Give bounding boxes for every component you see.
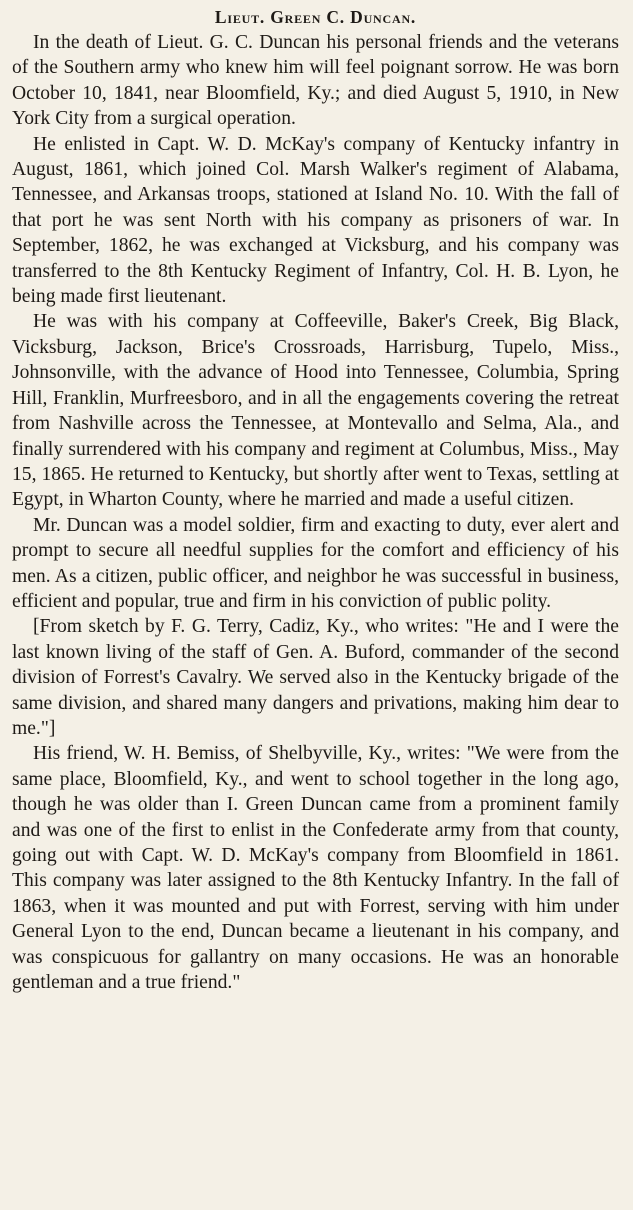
paragraph-obituary-intro: In the death of Lieut. G. C. Duncan his personal friends and the veterans of the Southern army who knew him will feel poignant sorrow. He was born October 10, 1841, near Bloomfield, Ky.; and died August 5, 1910, in New York City from a surgical operation. — [12, 32, 619, 130]
paragraph-engagements: He was with his company at Coffeeville, Baker's Creek, Big Black, Vicksburg, Jackson, Brice's Crossroads, Harrisburg, Tupelo, Miss., Johnsonville, with the advance of Hood into Tennessee, Columbia, Spring Hill, Franklin, Murfreesboro, and in all the engagements covering the retreat from Nashville across the Tennessee, at Montevallo and Selma, Ala., and finally surrendered with his company and regiment at Columbus, Miss., May 15, 1865. He returned to Kentucky, but shortly after went to Texas, settling at Egypt, in Wharton County, where he married and made a useful citizen. — [12, 311, 619, 511]
paragraph-bemiss-tribute: His friend, W. H. Bemiss, of Shelbyville, Ky., writes: "We were from the same place, Bloomfield, Ky., and went to school together in the long ago, though he was older than I. Green Duncan came from a prominent family and was one of the first to enlist in the Confederate army from that county, going out with Capt. W. D. McKay's company from Bloomfield in 1861. This company was later assigned to the 8th Kentucky Infantry. In the fall of 1863, when it was mounted and put with Forrest, serving with him under General Lyon to the end, Duncan became a lieutenant in his company, and was conspicuous for gallantry on many occasions. He was an honorable gentleman and a true friend." — [12, 743, 619, 994]
article-title: Lieut. Green C. Duncan. — [214, 7, 417, 27]
paragraph-character: Mr. Duncan was a model soldier, firm and exacting to duty, ever alert and prompt to secure all needful supplies for the comfort and efficiency of his men. As a citizen, public officer, and neighbor he was successful in business, efficient and popular, true and firm in his conviction of public polity. — [12, 514, 619, 612]
paragraph-enlistment: He enlisted in Capt. W. D. McKay's company of Kentucky infantry in August, 1861, which joined Col. Marsh Walker's regiment of Alabama, Tennessee, and Arkansas troops, stationed at Island No. 10. With the fall of that port he was sent North with his company as prisoners of war. In September, 1862, he was exchanged at Vicksburg, and his company was transferred to the 8th Kentucky Regiment of Infantry, Col. H. B. Lyon, he being made first lieutenant. — [12, 133, 619, 308]
paragraph-terry-sketch: [From sketch by F. G. Terry, Cadiz, Ky., who writes: "He and I were the last known living of the staff of Gen. A. Buford, commander of the second division of Forrest's Cavalry. We served also in the Kentucky brigade of the same division, and shared many dangers and privations, making him dear to me."] — [12, 616, 619, 739]
